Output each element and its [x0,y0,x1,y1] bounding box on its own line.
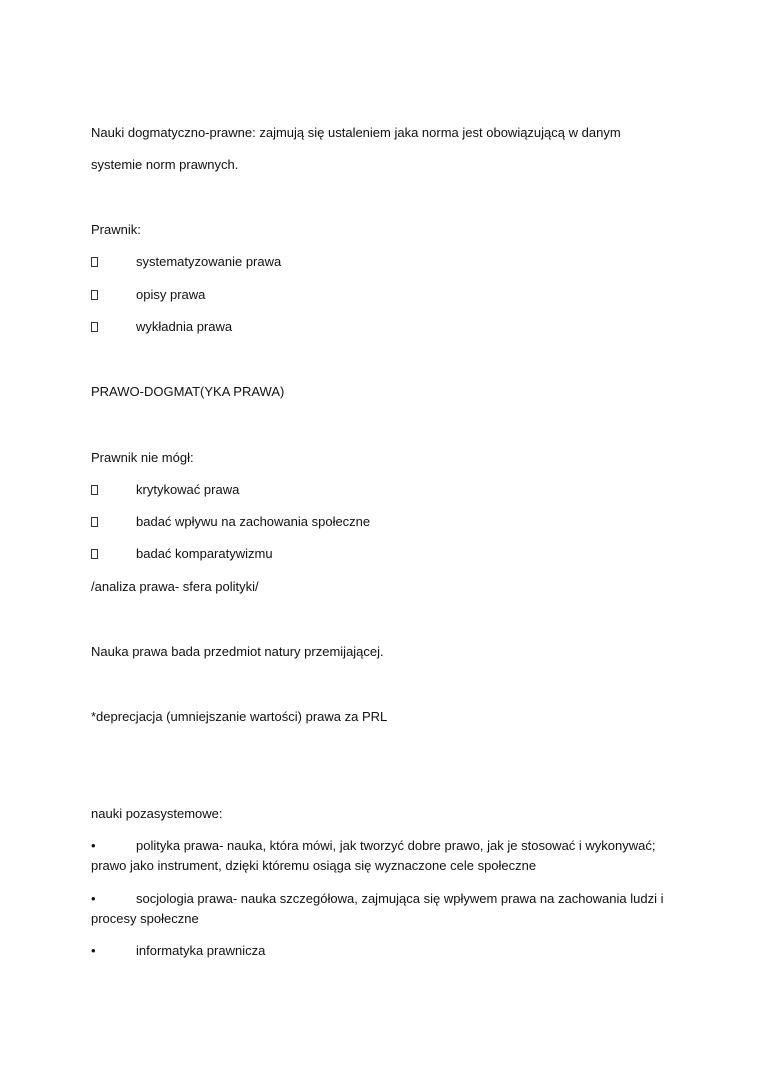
list-item-label: polityka prawa- nauka, która mówi, jak tworzyć dobre prawo, jak je stosować i wykonywać; prawo jako instrument, dzięki któremu osiąga się wyznaczone cele społeczne [91,838,656,873]
pozasystemowe-heading: nauki pozasystemowe: [91,806,223,821]
missing-glyph-box-icon [91,322,98,332]
missing-glyph-box-icon [91,290,98,300]
missing-glyph-box-icon [91,485,98,495]
list-item-label: krytykować prawa [136,482,240,497]
list-item-label: socjologia prawa- nauka szczegółowa, zajmująca się wpływem prawa na zachowania ludzi i procesy społeczne [91,891,664,926]
bullet-icon: • [91,838,96,853]
list-item-label: wykładnia prawa [136,319,233,334]
missing-glyph-box-icon [91,257,98,267]
list-item-label: badać wpływu na zachowania społeczne [136,514,371,529]
bullet-icon: • [91,943,96,958]
bullet-icon: • [91,891,96,906]
intro-line-1: Nauki dogmatyczno-prawne: zajmują się ustaleniem jaka norma jest obowiązującą w danym [91,125,621,140]
list-item-label: opisy prawa [136,287,206,302]
list-item-label: badać komparatywizmu [136,546,273,561]
prawnik-heading: Prawnik: [91,222,141,237]
missing-glyph-box-icon [91,549,98,559]
deprecjacja-line: *deprecjacja (umniejszanie wartości) prawa za PRL [91,709,388,724]
list-item-label: informatyka prawnicza [136,943,266,958]
list-item [91,836,671,876]
list-item-label: systematyzowanie prawa [136,254,282,269]
missing-glyph-box-icon [91,517,98,527]
dogmat-line: PRAWO-DOGMAT(YKA PRAWA) [91,384,285,399]
note-analiza: /analiza prawa- sfera polityki/ [91,579,259,594]
nie-mogl-heading: Prawnik nie mógł: [91,450,194,465]
nauka-line: Nauka prawa bada przedmiot natury przemijającej. [91,644,384,659]
list-item [91,889,671,929]
list-item [91,941,671,961]
intro-line-2: systemie norm prawnych. [91,157,239,172]
